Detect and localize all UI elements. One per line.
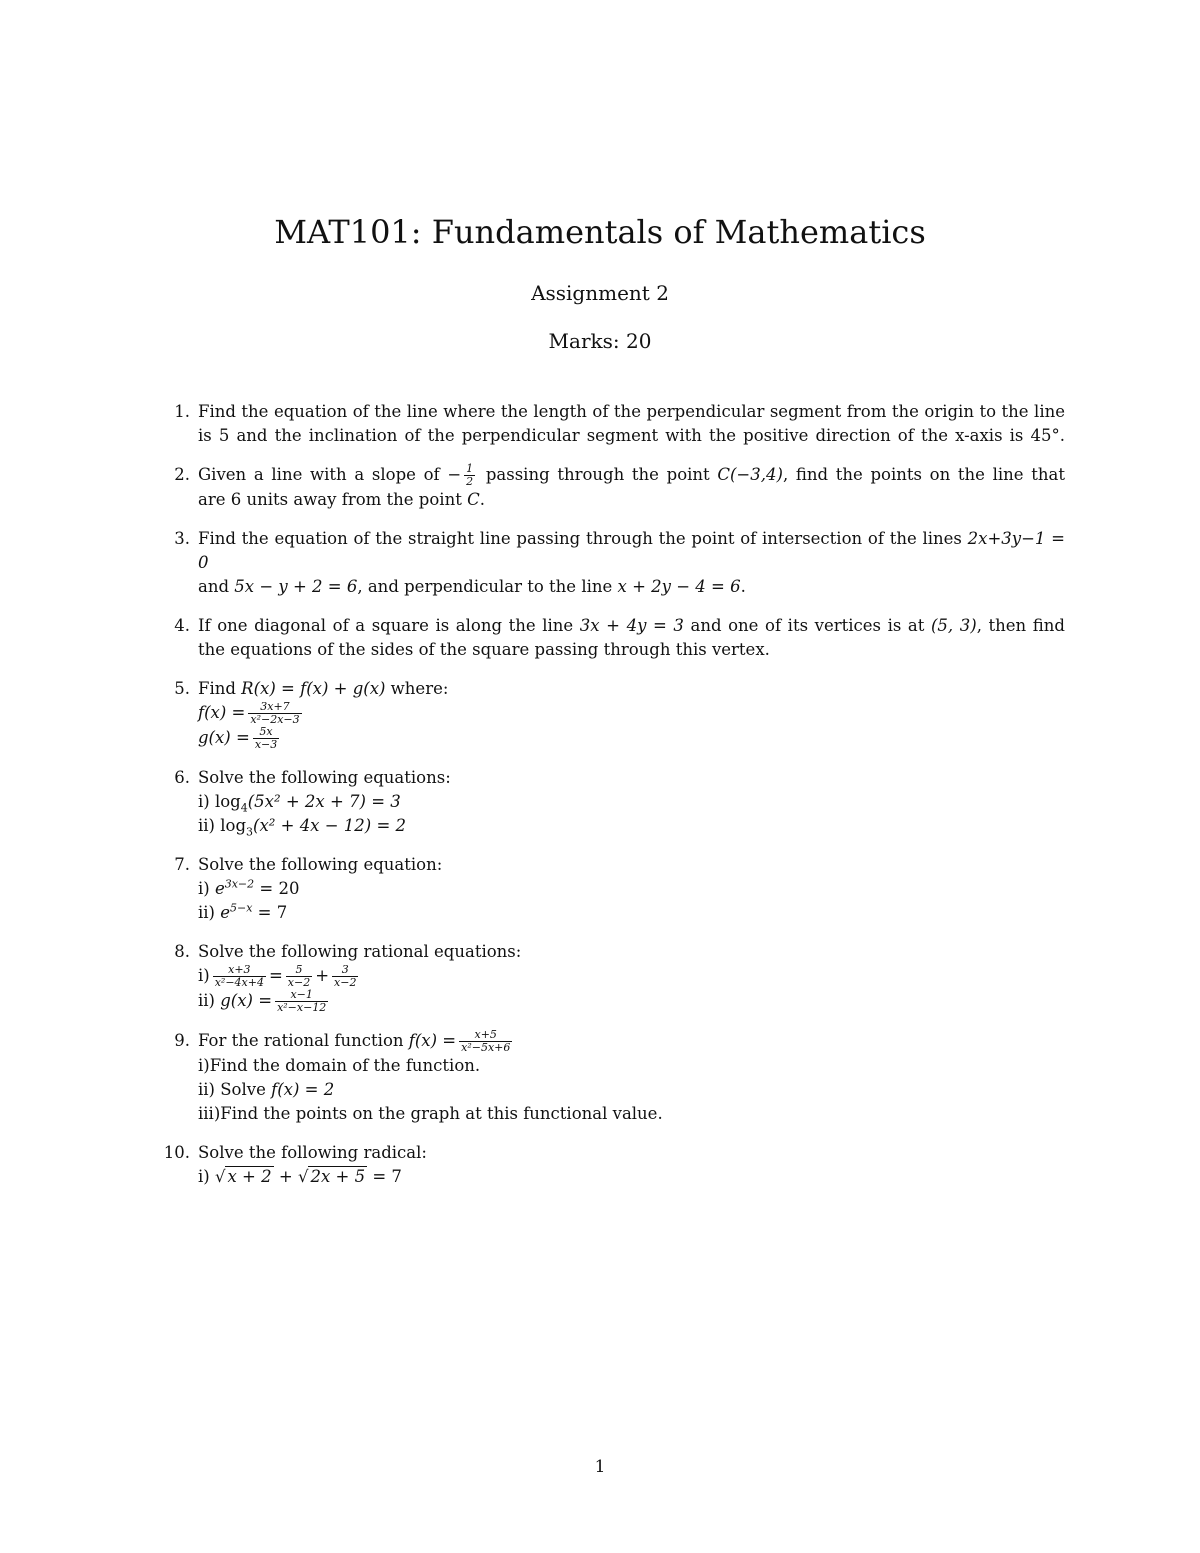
text-segment: . [479,490,485,509]
question-1 [150,400,1065,448]
fraction-numerator: 3x+7 [248,701,301,714]
question-body [198,527,1065,599]
fraction-numerator: 5 [286,964,312,977]
question-number: 5. [174,679,190,698]
math-expression: 3x + 4y = 3 [579,616,684,635]
exponent: 3x−2 [224,877,255,891]
log-base: 4 [240,801,248,815]
math-expression: (5x² + 2x + 7) = 3 [247,792,401,811]
question-text-line [198,527,1065,575]
question-number: 3. [174,529,190,548]
fraction [253,726,279,751]
document-title: MAT101: Fundamentals of Mathematics [274,213,926,251]
radical-sign: √ [214,1167,226,1186]
fraction-numerator: 3 [332,964,358,977]
exponent: 5−x [230,901,253,915]
question-body [198,1029,1065,1126]
slope-fraction [464,463,475,488]
operator: + [273,1167,298,1186]
text-segment: ii) Solve [198,1080,272,1099]
question-text-line: Find the equation of the line where the length of the perpendicular segment from the origin to the line [198,402,1065,421]
question-text-line: is 5 and the inclination of the perpendicular segment with the positive direction of the x-axis is 45°. [198,426,1065,445]
question-3 [150,527,1065,599]
question-number: 7. [174,855,190,874]
text-segment: , then find [976,616,1065,635]
fraction [332,964,358,989]
question-text-line: Solve the following radical: [198,1143,427,1162]
text-segment: , find the points on the line that [782,465,1065,484]
fraction-numerator: x−1 [275,989,328,1002]
question-number: 4. [174,616,190,635]
text-segment: = 20 [254,879,300,898]
text-segment: where: [385,679,449,698]
square-root [215,1165,274,1189]
math-expression: (5, 3) [930,616,977,635]
fraction [286,964,312,989]
fraction-denominator: x−2 [334,976,357,989]
math-expression: f(x) = 2 [271,1080,335,1099]
question-text-line: Solve the following equations: [198,768,451,787]
operator: + [315,966,330,985]
fraction-denominator: x²−2x−3 [250,713,300,726]
question-text-line [198,463,1065,488]
sub-question-i: i)Find the domain of the function. [198,1056,481,1075]
fraction-denominator: 2 [466,475,474,488]
text-segment: = 7 [252,903,288,922]
question-number: 10. [163,1143,190,1162]
text-segment: , and perpendicular to the line [357,577,618,596]
question-7 [150,853,1065,925]
fraction-denominator: x²−4x+4 [214,976,264,989]
question-number: 9. [174,1031,190,1050]
text-segment: For the rational function [198,1031,409,1050]
sub-question-ii [198,989,1065,1014]
math-expression: 5x − y + 2 = 6 [234,577,358,596]
question-5 [150,677,1065,751]
math-expression: g(x) = [198,728,250,747]
radicand: x + 2 [227,1167,272,1186]
math-expression: 2x+3y−1 = 0 [198,529,1065,572]
fraction-denominator: x−2 [287,976,311,989]
radicand: 2x + 5 [310,1167,366,1186]
function-f-definition [198,701,1065,726]
sub-question-ii [198,814,1065,838]
question-body [198,766,1065,838]
question-10 [150,1141,1065,1189]
operator: = [268,966,283,985]
question-body [198,1141,1065,1189]
fraction [213,964,266,989]
text-segment: Given a line with a slope of − [198,465,462,484]
question-body [198,614,1065,662]
text-segment: passing through the point [478,465,718,484]
text-segment: and [198,577,235,596]
question-number: 8. [174,942,190,961]
text-segment: i) [198,966,210,985]
sub-question-ii [198,1078,1065,1102]
sub-question-i [198,790,1065,814]
fraction-numerator: x+5 [459,1029,512,1042]
question-number: 6. [174,768,190,787]
text-segment: ii) [198,991,221,1010]
text-segment: . [740,577,746,596]
math-expression: C [467,490,480,509]
text-segment: ii) log [198,816,247,835]
text-segment: If one diagonal of a square is along the line [198,616,580,635]
math-expression: f(x) = [198,703,246,722]
question-text-line [198,1029,1065,1054]
fraction [459,1029,512,1054]
question-8 [150,940,1065,1014]
fraction [248,701,301,726]
log-base: 3 [246,825,254,839]
question-9 [150,1029,1065,1126]
sub-question-i [198,877,1065,901]
text-segment: and one of its vertices is at [683,616,931,635]
text-segment: Find the equation of the straight line passing through the point of intersection of the lines [198,529,968,548]
sub-question-i [198,1165,1065,1189]
square-root [298,1165,367,1189]
question-text-line: the equations of the sides of the square passing through this vertex. [198,640,770,659]
question-list [150,400,1065,1204]
question-body [198,853,1065,925]
question-body [198,677,1065,751]
marks-label: Marks: 20 [548,329,652,353]
math-expression: x + 2y − 4 = 6 [617,577,741,596]
fraction-numerator: 1 [466,462,474,475]
text-segment: i) log [198,792,241,811]
page-number: 1 [594,1457,606,1477]
question-4 [150,614,1065,662]
text-segment: i) [198,1167,215,1186]
text-segment: Find [198,679,242,698]
fraction-numerator: 5x [253,726,279,739]
math-expression: C(−3,4) [717,465,783,484]
question-6 [150,766,1065,838]
question-text-line: Solve the following rational equations: [198,942,522,961]
question-text-line [198,677,1065,701]
fraction-denominator: x²−x−12 [277,1001,327,1014]
text-segment: ii) [198,903,221,922]
text-segment: are 6 units away from the point [198,490,468,509]
text-segment: i) [198,879,215,898]
question-text-line [198,614,1065,638]
text-segment: = 7 [367,1167,402,1186]
fraction-denominator: x²−5x+6 [461,1041,511,1054]
sub-question-iii: iii)Find the points on the graph at this functional value. [198,1104,663,1123]
question-2 [150,463,1065,512]
question-body [198,940,1065,1014]
question-text-line: Solve the following equation: [198,855,443,874]
question-body [198,463,1065,512]
math-expression: R(x) = f(x) + g(x) [241,679,386,698]
math-expression: f(x) = [408,1031,457,1050]
math-expression: (x² + 4x − 12) = 2 [253,816,407,835]
sub-question-i [198,964,1065,989]
question-text-line [198,575,1065,599]
function-g-definition [198,726,1065,751]
question-text-line [198,488,1065,512]
sub-question-ii [198,901,1065,925]
exp-base: e [214,879,225,898]
fraction-denominator: x−3 [254,738,278,751]
fraction [275,989,328,1014]
assignment-subtitle: Assignment 2 [531,281,669,305]
exp-base: e [220,903,231,922]
question-number: 2. [174,465,190,484]
radical-sign: √ [297,1167,309,1186]
fraction-numerator: x+3 [213,964,266,977]
math-expression: g(x) = [220,991,273,1010]
question-number: 1. [174,402,190,421]
question-body [198,400,1065,448]
